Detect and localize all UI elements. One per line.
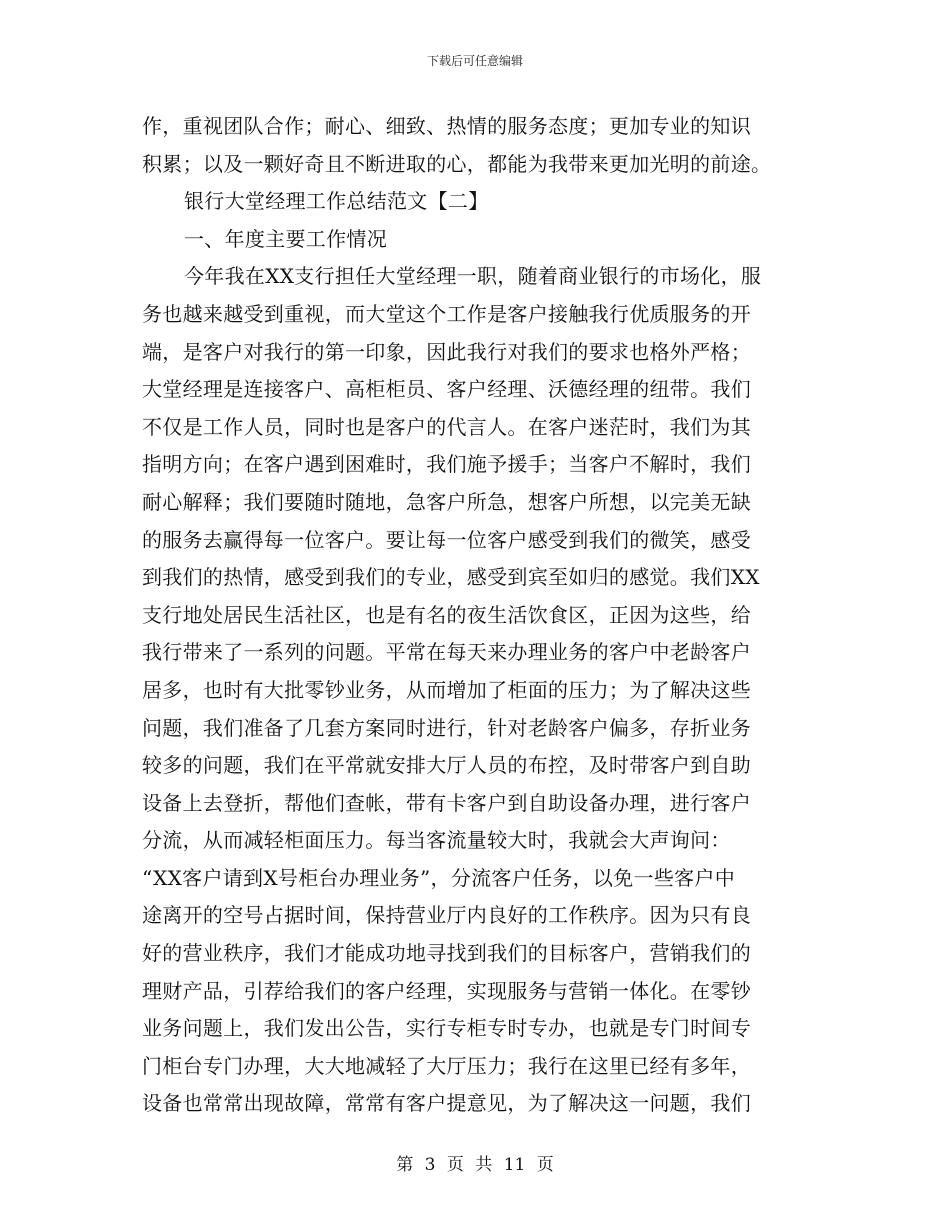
text-line: 到我们的热情，感受到我们的专业，感受到宾至如归的感觉。我们XX	[142, 565, 760, 590]
text-line: 作，重视团队合作；耐心、细致、热情的服务态度；更加专业的知识	[142, 114, 751, 138]
page-header: 下载后可任意编辑	[426, 54, 523, 68]
text-line: 设备上去登折，帮他们查帐，带有卡客户到自助设备办理，进行客户	[142, 790, 751, 815]
section-title: 银行大堂经理工作总结范文【二】	[184, 189, 489, 214]
text-line: 今年我在XX支行担任大堂经理一职，随着商业银行的市场化，服	[184, 264, 762, 289]
text-line: 设备也常常出现故障，常常有客户提意见，为了解决这一问题，我们	[142, 1091, 751, 1116]
text-line: 大堂经理是连接客户、高柜柜员、客户经理、沃德经理的纽带。我们	[142, 377, 751, 402]
page-number-footer: 第 3 页 共 11 页	[396, 1155, 554, 1175]
text-line: 门柜台专门办理，大大地减轻了大厅压力；我行在这里已经有多年，	[142, 1053, 751, 1078]
text-line: 务也越来越受到重视，而大堂这个工作是客户接触我行优质服务的开	[142, 301, 751, 326]
text-line: “XX客户请到X号柜台办理业务”，分流客户任务，以免一些客户中	[142, 865, 736, 890]
text-line: 不仅是工作人员，同时也是客户的代言人。在客户迷茫时，我们为其	[142, 414, 751, 439]
text-line: 居多，也时有大批零钞业务，从而增加了柜面的压力；为了解决这些	[142, 677, 751, 702]
text-line: 端，是客户对我行的第一印象，因此我行对我们的要求也格外严格；	[142, 339, 751, 364]
text-line: 我行带来了一系列的问题。平常在每天来办理业务的客户中老龄客户	[142, 640, 751, 665]
section-heading: 一、年度主要工作情况	[184, 226, 387, 251]
text-line: 支行地处居民生活社区，也是有名的夜生活饮食区，正因为这些，给	[142, 602, 751, 627]
text-line: 问题，我们准备了几套方案同时进行，针对老龄客户偏多，存折业务	[142, 715, 751, 740]
text-line: 较多的问题，我们在平常就安排大厅人员的布控，及时带客户到自助	[142, 753, 751, 778]
text-line: 积累；以及一颗好奇且不断进取的心，都能为我带来更加光明的前途。	[142, 151, 772, 176]
text-line: 业务问题上，我们发出公告，实行专柜专时专办，也就是专门时间专	[142, 1016, 751, 1041]
text-line: 指明方向；在客户遇到困难时，我们施予援手；当客户不解时，我们	[142, 452, 751, 477]
text-line: 途离开的空号占据时间，保持营业厅内良好的工作秩序。因为只有良	[142, 903, 751, 928]
text-line: 的服务去赢得每一位客户。要让每一位客户感受到我们的微笑，感受	[142, 527, 751, 552]
text-line: 分流，从而减轻柜面压力。每当客流量较大时，我就会大声询问：	[142, 828, 731, 853]
text-line: 耐心解释；我们要随时随地，急客户所急，想客户所想，以完美无缺	[142, 489, 751, 514]
text-line: 好的营业秩序，我们才能成功地寻找到我们的目标客户，营销我们的	[142, 941, 751, 966]
text-line: 理财产品，引荐给我们的客户经理，实现服务与营销一体化。在零钞	[142, 978, 751, 1003]
document-body	[142, 108, 812, 1123]
